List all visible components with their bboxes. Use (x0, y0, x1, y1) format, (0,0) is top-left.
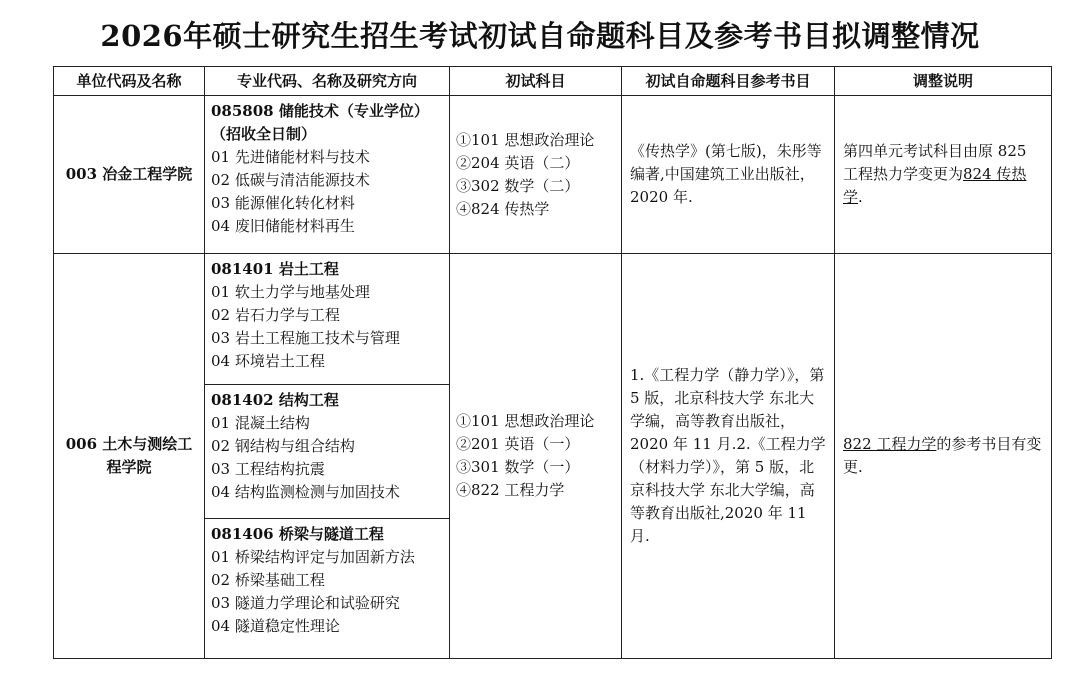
major-cell (205, 385, 450, 519)
direction-item: 03 岩土工程施工技术与管理 (211, 329, 400, 347)
note-text: 第四单元考试科目由原 825 工程热力学变更为 (843, 142, 1027, 183)
direction-item: 03 隧道力学理论和试验研究 (211, 594, 400, 612)
header-major: 专业代码、名称及研究方向 (205, 67, 450, 96)
major-cell (205, 254, 450, 385)
note-cell (835, 254, 1052, 659)
note-text-end: 的参考书目有变更. (843, 435, 1042, 476)
note-text-end: . (858, 188, 863, 206)
subjects-cell (450, 96, 622, 254)
adjustment-table (53, 66, 1052, 659)
table-row (54, 96, 1052, 254)
direction-item: 01 桥梁结构评定与加固新方法 (211, 548, 415, 566)
direction-item: 04 隧道稳定性理论 (211, 617, 340, 635)
direction-item: 04 结构监测检测与加固技术 (211, 483, 400, 501)
major-cell (205, 96, 450, 254)
subject-item: ③301 数学（一） (456, 458, 580, 476)
unit-cell: 006 土木与测绘工程学院 (54, 254, 205, 659)
subject-item: ②201 英语（一） (456, 435, 580, 453)
subject-item: ②204 英语（二） (456, 153, 580, 172)
direction-item: 03 能源催化转化材料 (211, 194, 355, 212)
note-underlined: 822 工程力学 (843, 435, 937, 453)
major-cell (205, 519, 450, 659)
table-row (54, 254, 1052, 385)
page-title: 2026年硕士研究生招生考试初试自命题科目及参考书目拟调整情况 (100, 19, 980, 53)
major-head: 081402 结构工程 (211, 391, 339, 409)
subject-item: ④822 工程力学 (456, 481, 565, 499)
subject-item: ④824 传热学 (456, 199, 550, 218)
major-head: 081401 岩土工程 (211, 260, 339, 278)
books-cell: 《传热学》(第七版)，朱彤等编著,中国建筑工业出版社，2020 年. (622, 96, 835, 254)
subjects-cell (450, 254, 622, 659)
direction-item: 01 软土力学与地基处理 (211, 283, 370, 301)
subject-item: ①101 思想政治理论 (456, 412, 595, 430)
table-header-row (54, 67, 1052, 96)
direction-item: 04 环境岩土工程 (211, 352, 325, 370)
note-cell (835, 96, 1052, 254)
direction-item: 02 桥梁基础工程 (211, 571, 325, 589)
header-unit: 单位代码及名称 (54, 67, 205, 96)
note-underlined: 824 传热学 (843, 165, 1027, 206)
books-cell: 1.《工程力学（静力学）》，第 5 版，北京科技大学 东北大学编，高等教育出版社，2020 年 11 月.2.《工程力学（材料力学）》，第 5 版，北京科技大学 东北大学编，高等教育出版社,2020 年 11 月. (622, 254, 835, 659)
unit-cell: 003 冶金工程学院 (54, 96, 205, 254)
subject-item: ①101 思想政治理论 (456, 130, 595, 149)
direction-item: 02 钢结构与组合结构 (211, 437, 355, 455)
header-subjects: 初试科目 (450, 67, 622, 96)
direction-item: 04 废旧储能材料再生 (211, 217, 355, 235)
major-head: 081406 桥梁与隧道工程 (211, 525, 384, 543)
direction-item: 02 岩石力学与工程 (211, 306, 340, 324)
direction-item: 02 低碳与清洁能源技术 (211, 171, 370, 189)
direction-item: 01 先进储能材料与技术 (211, 148, 370, 166)
direction-item: 01 混凝土结构 (211, 414, 310, 432)
header-note: 调整说明 (835, 67, 1052, 96)
header-books: 初试自命题科目参考书目 (622, 67, 835, 96)
direction-item: 03 工程结构抗震 (211, 460, 325, 478)
subject-item: ③302 数学（二） (456, 176, 580, 195)
major-head: 085808 储能技术（专业学位）（招收全日制） (211, 102, 429, 143)
